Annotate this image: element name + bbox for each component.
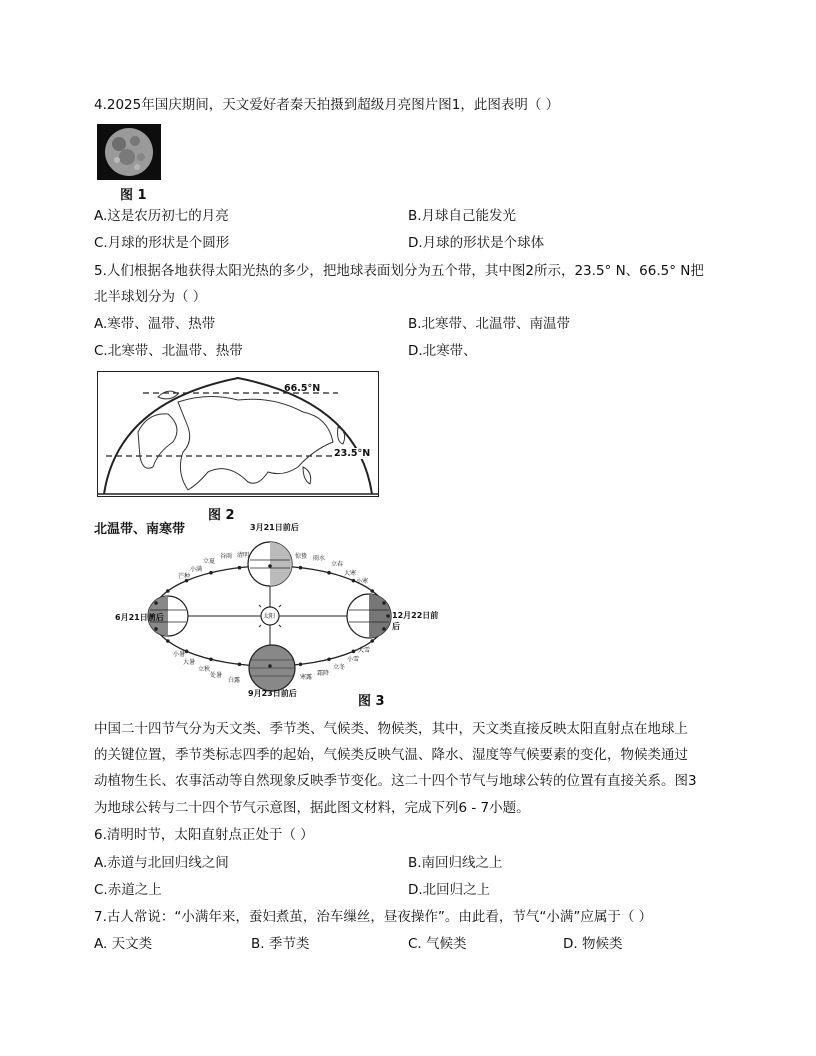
q6-option-c: C.赤道之上 <box>94 882 162 898</box>
term-liqiu: 立秋 <box>198 666 211 673</box>
orbit-tick <box>352 650 355 653</box>
lat-66-label: 66.5°N <box>284 383 321 394</box>
q5-option-b: B.北寒带、北温带、南温带 <box>408 316 571 332</box>
q4-option-b: B.月球自己能发光 <box>408 208 517 224</box>
orbit-tick <box>383 628 386 631</box>
moon-photo <box>97 124 161 180</box>
q4-option-c: C.月球的形状是个圆形 <box>94 235 230 251</box>
q5-option-c: C.北寒带、北温带、热带 <box>94 343 243 359</box>
term-xiaoshu: 小暑 <box>173 651 186 658</box>
q6-option-b: B.南回归线之上 <box>408 855 503 871</box>
term-bailu: 白露 <box>228 677 241 684</box>
hemisphere-map <box>97 371 379 497</box>
term-lixia: 立夏 <box>203 558 216 565</box>
orbit-tick <box>210 658 213 661</box>
term-mangzhong: 芒种 <box>178 573 191 580</box>
term-xiaohan: 小寒 <box>356 578 369 585</box>
orbit-tick <box>371 640 374 643</box>
q5-option-d-continuation: 北温带、南寒带 <box>94 522 186 537</box>
orbit-tick <box>269 565 272 568</box>
term-xiaoxue: 小雪 <box>347 656 360 663</box>
q4-option-d: D.月球的形状是个球体 <box>408 235 545 251</box>
passage-line-2: 的关键位置，季节类标志四季的起始，气候类反映气温、降水、湿度等气候要素的变化，物候类通过 <box>94 747 688 763</box>
q7-option-d: D. 物候类 <box>563 936 623 952</box>
orbit-tick <box>155 602 158 605</box>
term-guyu: 谷雨 <box>220 553 233 560</box>
orbit-tick <box>299 566 302 569</box>
term-hanlu: 寒露 <box>300 674 313 681</box>
term-daxue: 大雪 <box>358 647 371 654</box>
orbit-tick <box>155 628 158 631</box>
term-xiaoman: 小满 <box>190 566 203 573</box>
term-lidong: 立冬 <box>333 664 346 671</box>
term-qingming: 清明 <box>237 552 250 559</box>
q7-option-c: C. 气候类 <box>408 936 467 952</box>
term-chushu: 处暑 <box>210 672 223 679</box>
passage-line-1: 中国二十四节气分为天文类、季节类、气候类、物候类，其中，天文类直接反映太阳直射点在地球上 <box>94 721 688 737</box>
orbit-tick <box>328 571 331 574</box>
orbit-tick <box>383 602 386 605</box>
q5-option-d: D.北寒带、 <box>408 343 477 359</box>
earth-right <box>347 594 391 638</box>
term-jingzhe: 惊蛰 <box>295 553 308 560</box>
orbit-tick <box>167 590 170 593</box>
date-left: 6月21日前后 <box>115 613 164 622</box>
q6-option-d: D.北回归之上 <box>408 882 491 898</box>
orbit-tick <box>210 571 213 574</box>
passage-line-4: 为地球公转与二十四个节气示意图，据此图文材料，完成下列6 - 7小题。 <box>94 800 530 816</box>
q5-stem-line1: 5.人们根据各地获得太阳光热的多少，把地球表面划分为五个带，其中图2所示，23.5° N、66.5° N把 <box>94 263 704 279</box>
q5-option-a: A.寒带、温带、热带 <box>94 316 216 332</box>
q4-option-a: A.这是农历初七的月亮 <box>94 208 229 224</box>
figure-1-label: 图 1 <box>120 188 147 203</box>
date-right: 12月22日前后 <box>392 611 439 631</box>
q7-option-b: B. 季节类 <box>251 936 310 952</box>
term-dashu: 大暑 <box>183 659 196 666</box>
sun-label: 太阳 <box>263 613 276 620</box>
figure-2-label: 图 2 <box>208 508 235 523</box>
orbit-tick <box>328 658 331 661</box>
orbit-tick <box>387 615 390 618</box>
q6-option-a: A.赤道与北回归线之间 <box>94 855 229 871</box>
orbit-tick <box>167 640 170 643</box>
q7-stem: 7.古人常说：“小满年来，蚕妇煮茧，治车缫丝，昼夜操作”。由此看，节气“小满”应属于（ ） <box>94 909 653 925</box>
q5-stem-line2: 北半球划分为（ ） <box>94 289 207 305</box>
orbit-diagram <box>115 518 445 698</box>
passage-line-3: 动植物生长、农事活动等自然现象反映季节变化。这二十四个节气与地球公转的位置有直接关系。图3 <box>94 773 697 789</box>
lat-23-label: 23.5°N <box>334 448 371 459</box>
term-yushui: 雨水 <box>313 555 326 562</box>
q4-stem: 4.2025年国庆期间，天文爱好者秦天拍摄到超级月亮图片图1，此图表明（ ） <box>94 97 560 113</box>
orbit-tick <box>371 590 374 593</box>
orbit-tick <box>238 566 241 569</box>
orbit-tick <box>299 663 302 666</box>
earth-top <box>248 542 292 586</box>
term-lichun: 立春 <box>331 561 344 568</box>
figure-3-label: 图 3 <box>358 694 385 709</box>
earth-bottom <box>249 645 295 691</box>
q7-option-a: A. 天文类 <box>94 936 153 952</box>
orbit-tick <box>185 650 188 653</box>
q6-stem: 6.清明时节，太阳直射点正处于（ ） <box>94 827 314 843</box>
date-bottom: 9月23日前后 <box>248 689 297 698</box>
term-dahan: 大寒 <box>344 570 357 577</box>
date-top: 3月21日前后 <box>250 523 299 532</box>
orbit-tick <box>238 663 241 666</box>
orbit-tick <box>352 579 355 582</box>
term-shuangjiang: 霜降 <box>317 670 330 677</box>
orbit-tick <box>269 665 272 668</box>
